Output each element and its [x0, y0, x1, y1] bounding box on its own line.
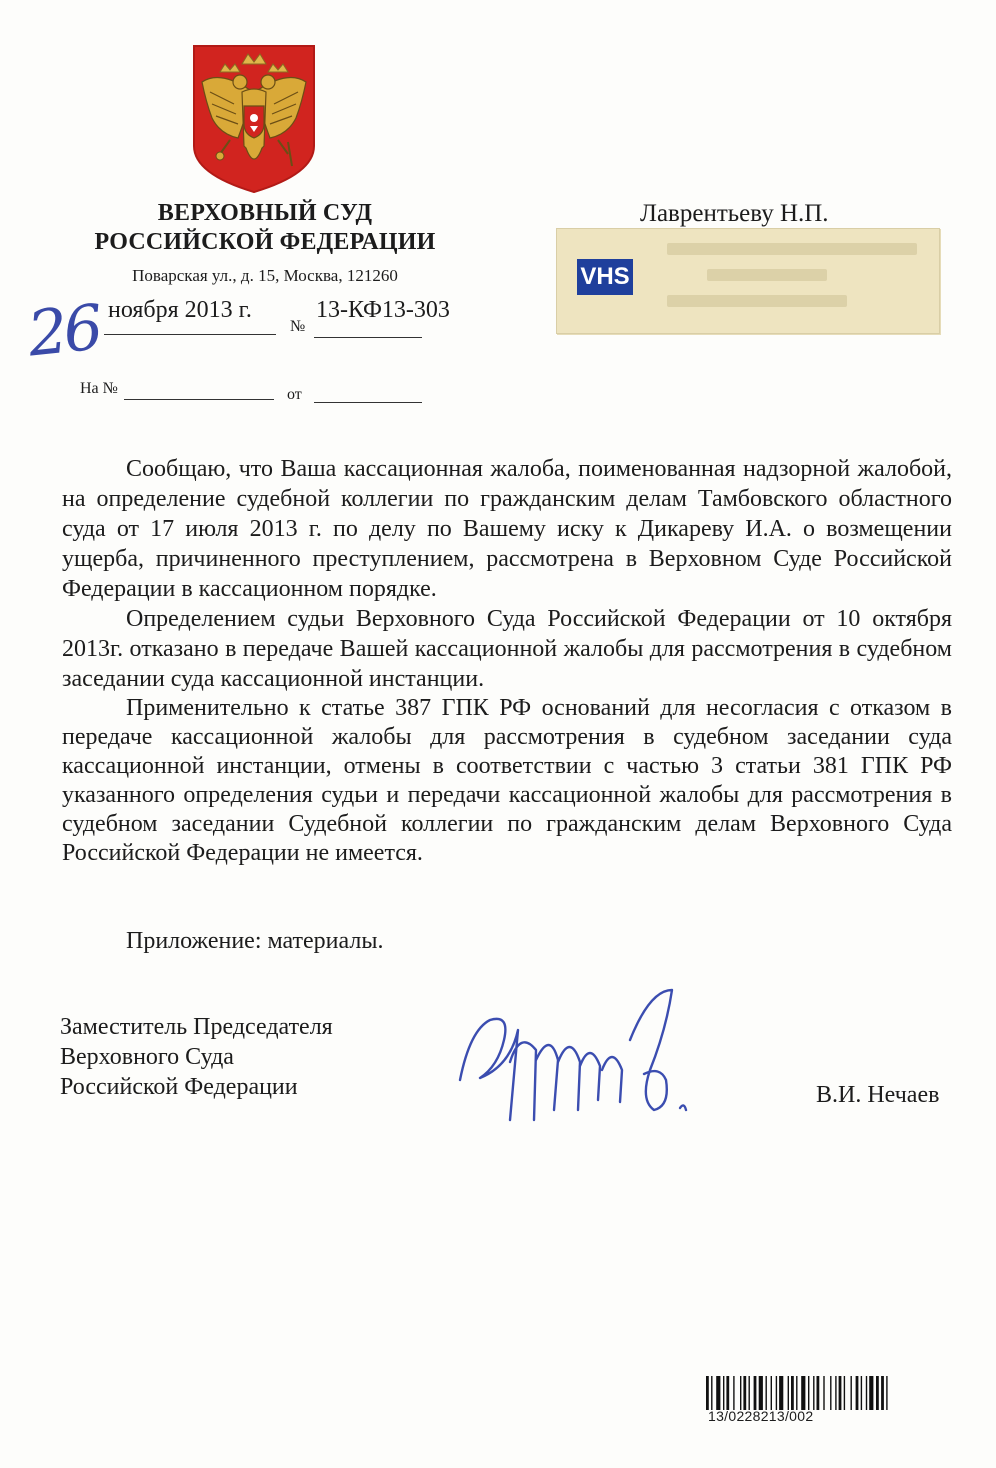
date-underline — [104, 334, 276, 335]
coat-of-arms-icon — [190, 42, 318, 194]
handwritten-day: 26 — [24, 290, 103, 371]
reference-label: На № — [80, 380, 118, 397]
body-paragraph: Сообщаю, что Ваша кассационная жалоба, поименованная надзорной жалобой, на определение судебной коллегии по гражданским делам Тамбовского областного суда от 17 июля 2013 г. по делу по Вашему иску к Дикареву И.А. о возмещении ущерба, причиненного преступлением, рассмотрена в Верховном Суде Российской Федерации в кассационном порядке. — [62, 456, 952, 602]
barcode-bar — [835, 1376, 836, 1410]
outgoing-date: ноября 2013 г. — [108, 297, 252, 323]
sticker-redacted-line — [667, 243, 917, 255]
barcode-bar — [716, 1376, 720, 1410]
outgoing-number: 13-КФ13-303 — [316, 297, 450, 323]
barcode-bar — [817, 1376, 820, 1410]
court-name-line1: ВЕРХОВНЫЙ СУД — [157, 200, 373, 226]
barcode-bar — [830, 1376, 831, 1410]
signer-name: В.И. Нечаев — [816, 1082, 940, 1108]
sticker-redacted-line — [667, 295, 847, 307]
barcode-bar — [740, 1376, 741, 1410]
barcode-bar — [808, 1376, 809, 1410]
barcode-bar — [791, 1376, 794, 1410]
barcode-bar — [779, 1376, 783, 1410]
barcode-bar — [839, 1376, 842, 1410]
barcode-bar — [876, 1376, 879, 1410]
barcode-bar — [726, 1376, 729, 1410]
letter-body — [62, 454, 952, 868]
attachment-note: Приложение: материалы. — [126, 928, 384, 954]
barcode-bar — [856, 1376, 859, 1410]
barcode-bar — [801, 1376, 805, 1410]
barcode-bar — [851, 1376, 852, 1410]
barcode-bar — [776, 1376, 777, 1410]
body-paragraph: Применительно к статье 387 ГПК РФ оснований для несогласия с отказом в передаче кассационной жалобы для рассмотрения в судебном заседании суда кассационной инстанции, отмены в соответствии с частью 3 статьи 381 ГПК РФ указанного определения судьи и передачи кассационной жалобы для рассмотрения в судебном заседании Судебной коллегии по гражданским делам Верховного Суда Российской Федерации не имеется. — [62, 695, 952, 866]
barcode-bar — [881, 1376, 884, 1410]
signatory-title-line: Российской Федерации — [60, 1074, 298, 1100]
signatory-title — [60, 1012, 333, 1102]
vhs-logo: VHS — [577, 259, 633, 295]
barcode-bar — [844, 1376, 845, 1410]
handwritten-signature — [440, 970, 730, 1140]
barcode-bar — [723, 1376, 724, 1410]
barcode-bar — [754, 1376, 757, 1410]
barcode-bar — [711, 1376, 712, 1410]
barcode-bar — [866, 1376, 867, 1410]
barcode-bar — [766, 1376, 767, 1410]
reference-number-line — [124, 399, 274, 400]
barcode-bar — [788, 1376, 789, 1410]
number-label: № — [290, 318, 306, 335]
court-name-line2: РОССИЙСКОЙ ФЕДЕРАЦИИ — [94, 229, 436, 255]
barcode-bar — [886, 1376, 887, 1410]
sticker-redacted-line — [707, 269, 827, 281]
barcode-bar — [759, 1376, 763, 1410]
number-underline — [314, 337, 422, 338]
address-sticker — [556, 228, 940, 334]
barcode-number: 13/0228213/002 — [708, 1408, 814, 1424]
signatory-title-line: Заместитель Председателя — [60, 1014, 333, 1040]
reference-date-line — [314, 402, 422, 403]
barcode-bar — [823, 1376, 824, 1410]
recipient-name: Лаврентьеву Н.П. — [640, 200, 829, 227]
barcode-bar — [749, 1376, 750, 1410]
barcode-bar — [771, 1376, 772, 1410]
barcode-bar — [861, 1376, 862, 1410]
reference-from-label: от — [287, 386, 302, 403]
body-paragraph: Определением судьи Верховного Суда Российской Федерации от 10 октября 2013г. отказано в передаче Вашей кассационной жалобы для рассмотрения в судебном заседании суда кассационной инстанции. — [62, 606, 952, 692]
barcode-bar — [813, 1376, 814, 1410]
court-address: Поварская ул., д. 15, Москва, 121260 — [132, 266, 398, 285]
barcode-bar — [869, 1376, 873, 1410]
barcode-bar — [733, 1376, 734, 1410]
barcode-bar — [743, 1376, 746, 1410]
barcode-bar — [796, 1376, 797, 1410]
barcode-bar — [706, 1376, 709, 1410]
barcode — [706, 1376, 954, 1410]
signatory-title-line: Верховного Суда — [60, 1044, 234, 1070]
